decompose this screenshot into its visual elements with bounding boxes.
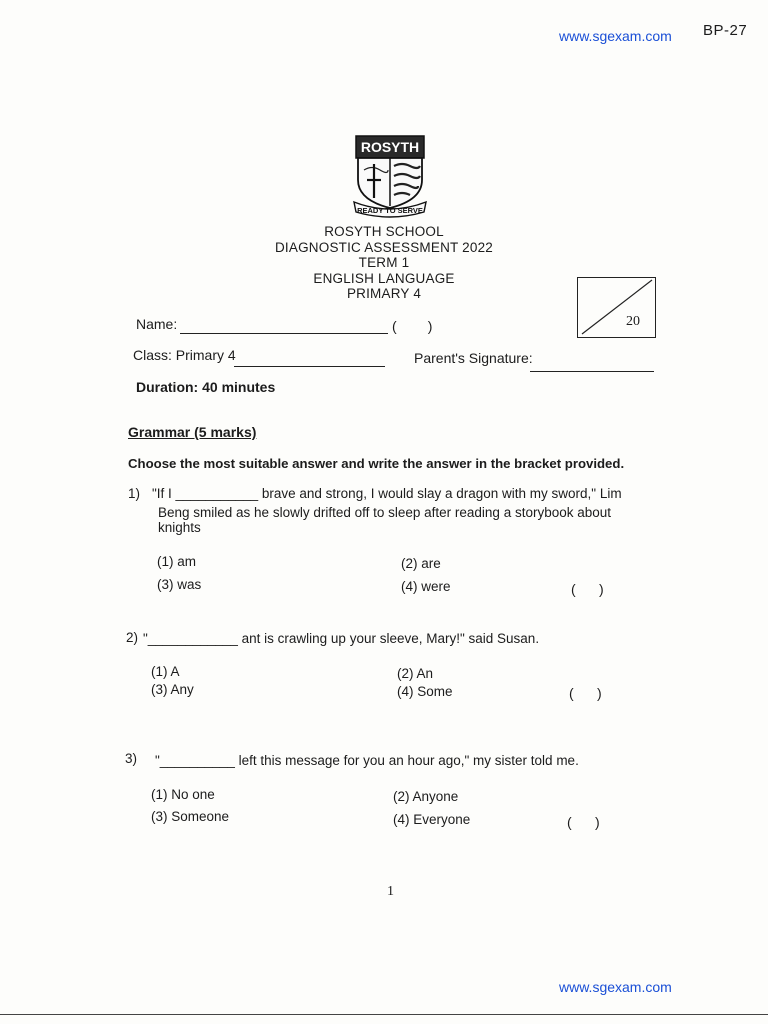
question-3-answer-bracket[interactable]: ( ) (567, 814, 600, 830)
question-2-text: "____________ ant is crawling up your sleeve, Mary!" said Susan. (143, 631, 540, 646)
register-number-bracket: ( ) (392, 318, 433, 334)
name-label: Name: (136, 316, 178, 332)
score-total: 20 (626, 314, 640, 329)
question-1-text-line3: knights (158, 520, 201, 535)
logo-motto: READY TO SERVE (357, 206, 423, 215)
duration-label: Duration: 40 minutes (136, 379, 276, 395)
school-name: ROSYTH SCHOOL (324, 224, 444, 239)
page-number: 1 (387, 884, 394, 899)
question-3-option-1: (1) No one (151, 787, 215, 802)
school-crest-logo (350, 134, 430, 218)
question-2-option-4: (4) Some (397, 684, 453, 699)
bottom-rule (0, 1014, 768, 1015)
question-1-option-3: (3) was (157, 577, 202, 592)
question-2-option-1: (1) A (151, 664, 180, 679)
question-3-text: "__________ left this message for you an hour ago," my sister told me. (155, 753, 579, 768)
question-3-option-3: (3) Someone (151, 809, 230, 824)
sgexam-link-top[interactable]: www.sgexam.com (559, 28, 672, 44)
question-2-answer-bracket[interactable]: ( ) (569, 685, 602, 701)
question-1-answer-bracket[interactable]: ( ) (571, 581, 604, 597)
question-2-number: 2) (126, 630, 139, 645)
class-label: Class: Primary 4 (133, 347, 236, 363)
score-box (577, 277, 656, 338)
question-3-number: 3) (125, 751, 138, 766)
question-3-option-2: (2) Anyone (393, 789, 459, 804)
question-1-text-line1: "If I ___________ brave and strong, I would slay a dragon with my sword," Lim (152, 486, 622, 501)
question-1-option-2: (2) are (401, 556, 441, 571)
class-field[interactable] (234, 366, 385, 367)
parent-signature-label: Parent's Signature: (414, 350, 533, 366)
sgexam-link-bottom[interactable]: www.sgexam.com (559, 979, 672, 995)
question-1-number: 1) (128, 486, 141, 501)
svg-text:ROSYTH: ROSYTH (360, 139, 420, 155)
name-field[interactable] (180, 333, 388, 334)
section-instruction: Choose the most suitable answer and write the answer in the bracket provided. (128, 456, 625, 471)
question-2-option-2: (2) An (397, 666, 434, 681)
section-title: Grammar (5 marks) (128, 424, 257, 440)
assessment-name: DIAGNOSTIC ASSESSMENT 2022 (274, 239, 494, 255)
subject-label: ENGLISH LANGUAGE (313, 270, 455, 286)
level-label: PRIMARY 4 (346, 286, 422, 301)
term-label: TERM 1 (358, 255, 410, 270)
score-box-diagonal (578, 278, 655, 337)
page-code: BP-27 (703, 22, 748, 39)
question-1-text-line2: Beng smiled as he slowly drifted off to sleep after reading a storybook about (158, 505, 612, 520)
question-3-option-4: (4) Everyone (393, 812, 471, 827)
question-2-option-3: (3) Any (151, 682, 194, 697)
question-1-option-4: (4) were (401, 579, 451, 594)
parent-signature-field[interactable] (530, 371, 654, 372)
question-1-option-1: (1) am (157, 554, 197, 569)
